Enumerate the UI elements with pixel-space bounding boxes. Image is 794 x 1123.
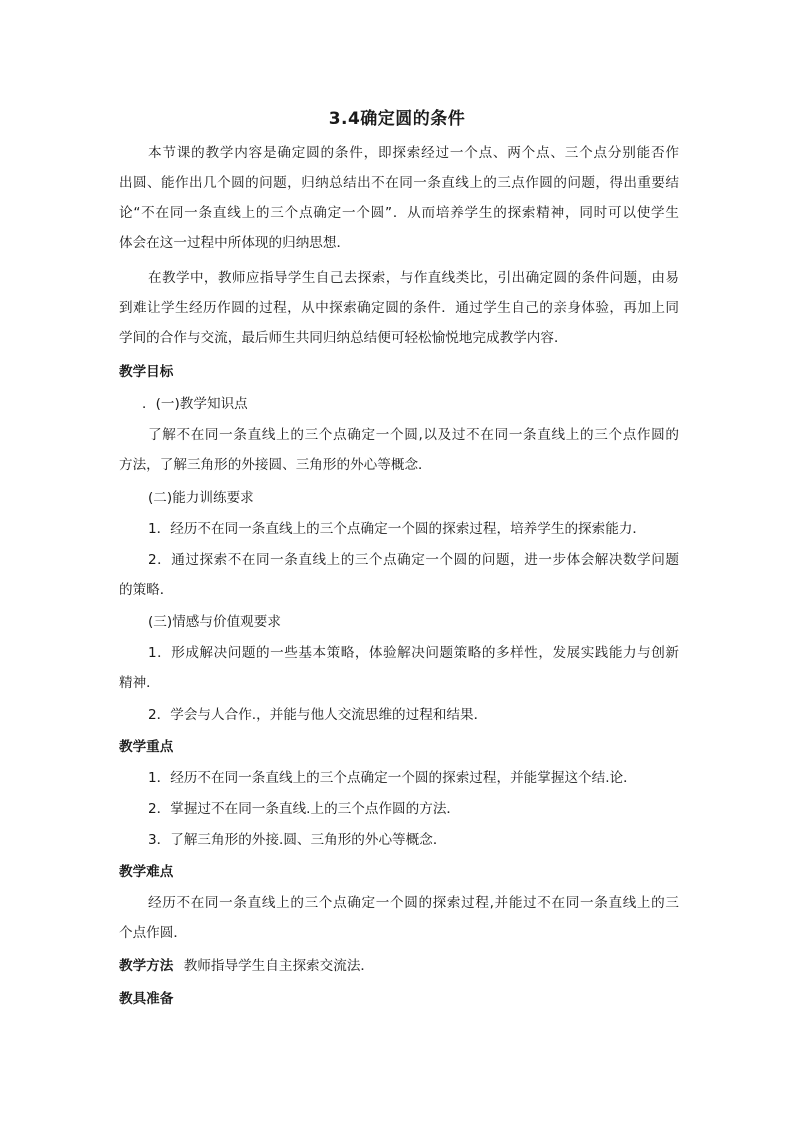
key-point-3: 3．了解三角形的外接.圆、三角形的外心等概念．: [148, 832, 447, 848]
intro-p1-line-4: 体会在这一过程中所体现的归纳思想．: [119, 235, 351, 251]
difficulties-text-line-2: 个点作圆．: [119, 925, 187, 941]
ability-item-2-line-2: 的策略．: [119, 582, 174, 598]
method-row: [119, 956, 679, 976]
knowledge-text-line-1: 了解不在同一条直线上的三个点确定一个圆,以及过不在同一条直线上的三个点作圆的: [148, 427, 679, 443]
knowledge-text-line-2: 方法，了解三角形的外接圆、三角形的外心等概念．: [119, 457, 432, 473]
knowledge-heading: ．(一)教学知识点: [142, 396, 248, 412]
ability-item-2-line-1: 2．通过探索不在同一条直线上的三个点确定一个圆的问题，进一步体会解决数学问题: [148, 552, 679, 568]
tools-heading: 教具准备: [119, 991, 174, 1007]
key-point-1: 1．经历不在同一条直线上的三个点确定一个圆的探索过程，并能掌握这个结.论．: [148, 770, 637, 786]
method-text: 教师指导学生自主探索交流法．: [183, 958, 375, 974]
objectives-heading: 教学目标: [119, 364, 174, 380]
intro-p2-line-3: 学间的合作与交流，最后师生共同归纳总结便可轻松愉悦地完成教学内容．: [119, 330, 568, 346]
intro-p2-line-1: 在教学中，教师应指导学生自己去探索，与作直线类比，引出确定圆的条件问题，由易: [148, 270, 679, 286]
ability-item-1: 1．经历不在同一条直线上的三个点确定一个圆的探索过程，培养学生的探索能力．: [148, 521, 647, 537]
emotion-heading: (三)情感与价值观要求: [148, 614, 281, 630]
key-point-2: 2．掌握过不在同一条直线.上的三个点作圆的方法．: [148, 801, 461, 817]
emotion-item-1-line-1: 1．形成解决问题的一些基本策略，体验解决问题策略的多样性，发展实践能力与创新: [148, 645, 679, 661]
intro-p1-line-3: 论“不在同一条直线上的三个点确定一个圆”．从而培养学生的探索精神，同时可以使学生: [119, 205, 679, 221]
key-points-heading: 教学重点: [119, 739, 174, 755]
difficulties-text-line-1: 经历不在同一条直线上的三个点确定一个圆的探索过程,并能过不在同一条直线上的三: [148, 895, 679, 911]
intro-p1-line-1: 本节课的教学内容是确定圆的条件，即探索经过一个点、两个点、三个点分别能否作: [148, 145, 679, 161]
intro-p2-line-2: 到难让学生经历作圆的过程，从中探索确定圆的条件．通过学生自己的亲身体验，再加上同: [119, 300, 679, 316]
intro-p1-line-2: 出圆、能作出几个圆的问题，归纳总结出不在同一条直线上的三点作圆的问题，得出重要结: [119, 175, 679, 191]
emotion-item-1-line-2: 精神．: [119, 675, 160, 691]
page-title: 3.4确定圆的条件: [328, 109, 466, 129]
ability-heading: (二)能力训练要求: [148, 490, 254, 506]
method-heading: 教学方法: [119, 958, 174, 974]
difficulties-heading: 教学难点: [119, 864, 174, 880]
emotion-item-2: 2．学会与人合作.，并能与他人交流思维的过程和结果．: [148, 707, 488, 723]
